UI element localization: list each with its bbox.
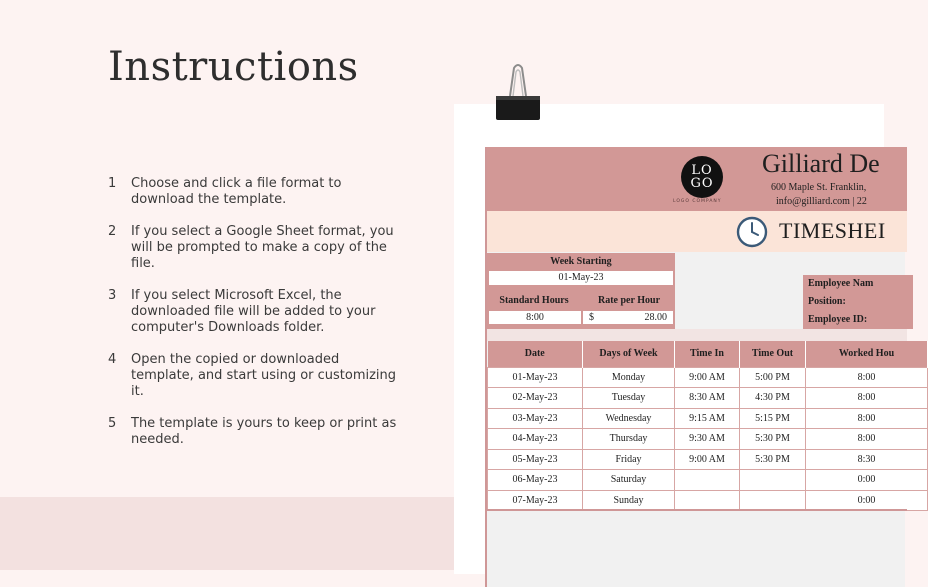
date-cell: 07-May-23 bbox=[488, 490, 583, 511]
table-row bbox=[488, 490, 928, 511]
day-cell: Sunday bbox=[583, 490, 675, 511]
day-cell: Saturday bbox=[583, 470, 675, 491]
step-text: Open the copied or downloaded template, and start using or customizing it. bbox=[131, 352, 397, 399]
step-number: 1 bbox=[108, 176, 117, 191]
date-cell: 05-May-23 bbox=[488, 449, 583, 470]
company-name: Gilliard De bbox=[762, 149, 880, 178]
company-header bbox=[487, 147, 907, 211]
position-label: Position: bbox=[808, 296, 846, 307]
time-in-cell: 9:00 AM bbox=[675, 367, 740, 388]
spacer-row bbox=[487, 329, 907, 341]
step-text: If you select a Google Sheet format, you will be prompted to make a copy of the file. bbox=[131, 224, 394, 271]
day-cell: Friday bbox=[583, 449, 675, 470]
employee-name-label: Employee Nam bbox=[808, 278, 874, 289]
step-text: Choose and click a file format to download the template. bbox=[131, 176, 342, 207]
employee-id-label: Employee ID: bbox=[808, 314, 868, 325]
worked-hours-cell: 8:00 bbox=[806, 388, 928, 409]
step-number: 3 bbox=[108, 288, 117, 303]
date-cell: 04-May-23 bbox=[488, 429, 583, 450]
table-row bbox=[488, 408, 928, 429]
timesheet-table bbox=[487, 341, 928, 511]
time-out-cell bbox=[740, 490, 806, 511]
employee-info-box bbox=[803, 275, 913, 329]
instruction-step bbox=[108, 288, 398, 336]
company-contact: info@gilliard.com | 22 bbox=[776, 196, 867, 207]
time-in-cell: 9:00 AM bbox=[675, 449, 740, 470]
step-text: The template is yours to keep or print as needed. bbox=[131, 416, 397, 447]
worked-hours-cell: 8:00 bbox=[806, 408, 928, 429]
binder-clip-icon bbox=[492, 62, 544, 124]
step-number: 4 bbox=[108, 352, 117, 367]
date-cell: 03-May-23 bbox=[488, 408, 583, 429]
time-out-cell: 5:00 PM bbox=[740, 367, 806, 388]
date-cell: 02-May-23 bbox=[488, 388, 583, 409]
instruction-step bbox=[108, 224, 398, 272]
time-in-cell: 9:30 AM bbox=[675, 429, 740, 450]
logo-text-bottom: GO bbox=[690, 176, 714, 191]
rate-per-hour-field bbox=[583, 311, 673, 324]
instruction-step bbox=[108, 352, 398, 400]
time-in-cell: 9:15 AM bbox=[675, 408, 740, 429]
clock-icon bbox=[736, 216, 768, 248]
worked-hours-cell: 0:00 bbox=[806, 470, 928, 491]
timesheet-preview bbox=[485, 147, 905, 587]
rate-per-hour-value: 28.00 bbox=[644, 312, 667, 323]
table-header-row bbox=[488, 341, 928, 367]
date-cell: 06-May-23 bbox=[488, 470, 583, 491]
time-in-cell bbox=[675, 490, 740, 511]
step-number: 5 bbox=[108, 416, 117, 431]
time-out-cell: 4:30 PM bbox=[740, 388, 806, 409]
step-number: 2 bbox=[108, 224, 117, 239]
table-row bbox=[488, 367, 928, 388]
time-out-cell: 5:30 PM bbox=[740, 429, 806, 450]
week-info-box bbox=[487, 253, 675, 329]
week-starting-label: Week Starting bbox=[550, 256, 612, 267]
table-row bbox=[488, 388, 928, 409]
table-bottom-border bbox=[487, 509, 907, 511]
column-header-time-in: Time In bbox=[675, 341, 740, 367]
table-row bbox=[488, 470, 928, 491]
week-starting-value: 01-May-23 bbox=[489, 271, 673, 285]
worked-hours-cell: 8:00 bbox=[806, 367, 928, 388]
template-preview-paper bbox=[454, 104, 895, 574]
instruction-step bbox=[108, 416, 398, 448]
worked-hours-cell: 0:00 bbox=[806, 490, 928, 511]
timesheet-title-band bbox=[487, 211, 907, 252]
instruction-step bbox=[108, 176, 398, 208]
timesheet-title: TIMESHEI bbox=[779, 218, 886, 243]
worked-hours-cell: 8:30 bbox=[806, 449, 928, 470]
day-cell: Tuesday bbox=[583, 388, 675, 409]
company-address: 600 Maple St. Franklin, bbox=[771, 182, 867, 193]
time-in-cell: 8:30 AM bbox=[675, 388, 740, 409]
table-row bbox=[488, 429, 928, 450]
logo-text-top: LO bbox=[691, 163, 713, 178]
step-text: If you select Microsoft Excel, the downloaded file will be added to your computer's Downloads folder. bbox=[131, 288, 376, 335]
company-logo bbox=[681, 156, 723, 198]
day-cell: Wednesday bbox=[583, 408, 675, 429]
rate-currency: $ bbox=[589, 312, 594, 323]
table-row bbox=[488, 449, 928, 470]
column-header-time-out: Time Out bbox=[740, 341, 806, 367]
date-cell: 01-May-23 bbox=[488, 367, 583, 388]
time-out-cell: 5:15 PM bbox=[740, 408, 806, 429]
time-out-cell: 5:30 PM bbox=[740, 449, 806, 470]
column-header-day: Days of Week bbox=[583, 341, 675, 367]
day-cell: Thursday bbox=[583, 429, 675, 450]
standard-hours-label: Standard Hours bbox=[499, 295, 569, 306]
time-out-cell bbox=[740, 470, 806, 491]
column-header-date: Date bbox=[488, 341, 583, 367]
time-in-cell bbox=[675, 470, 740, 491]
page-title: Instructions bbox=[108, 44, 359, 90]
worked-hours-cell: 8:00 bbox=[806, 429, 928, 450]
column-header-worked-hours: Worked Hou bbox=[806, 341, 928, 367]
rate-per-hour-label: Rate per Hour bbox=[597, 295, 661, 306]
logo-caption: LOGO COMPANY bbox=[673, 199, 722, 204]
standard-hours-value: 8:00 bbox=[489, 311, 581, 324]
day-cell: Monday bbox=[583, 367, 675, 388]
instruction-list bbox=[108, 176, 398, 464]
